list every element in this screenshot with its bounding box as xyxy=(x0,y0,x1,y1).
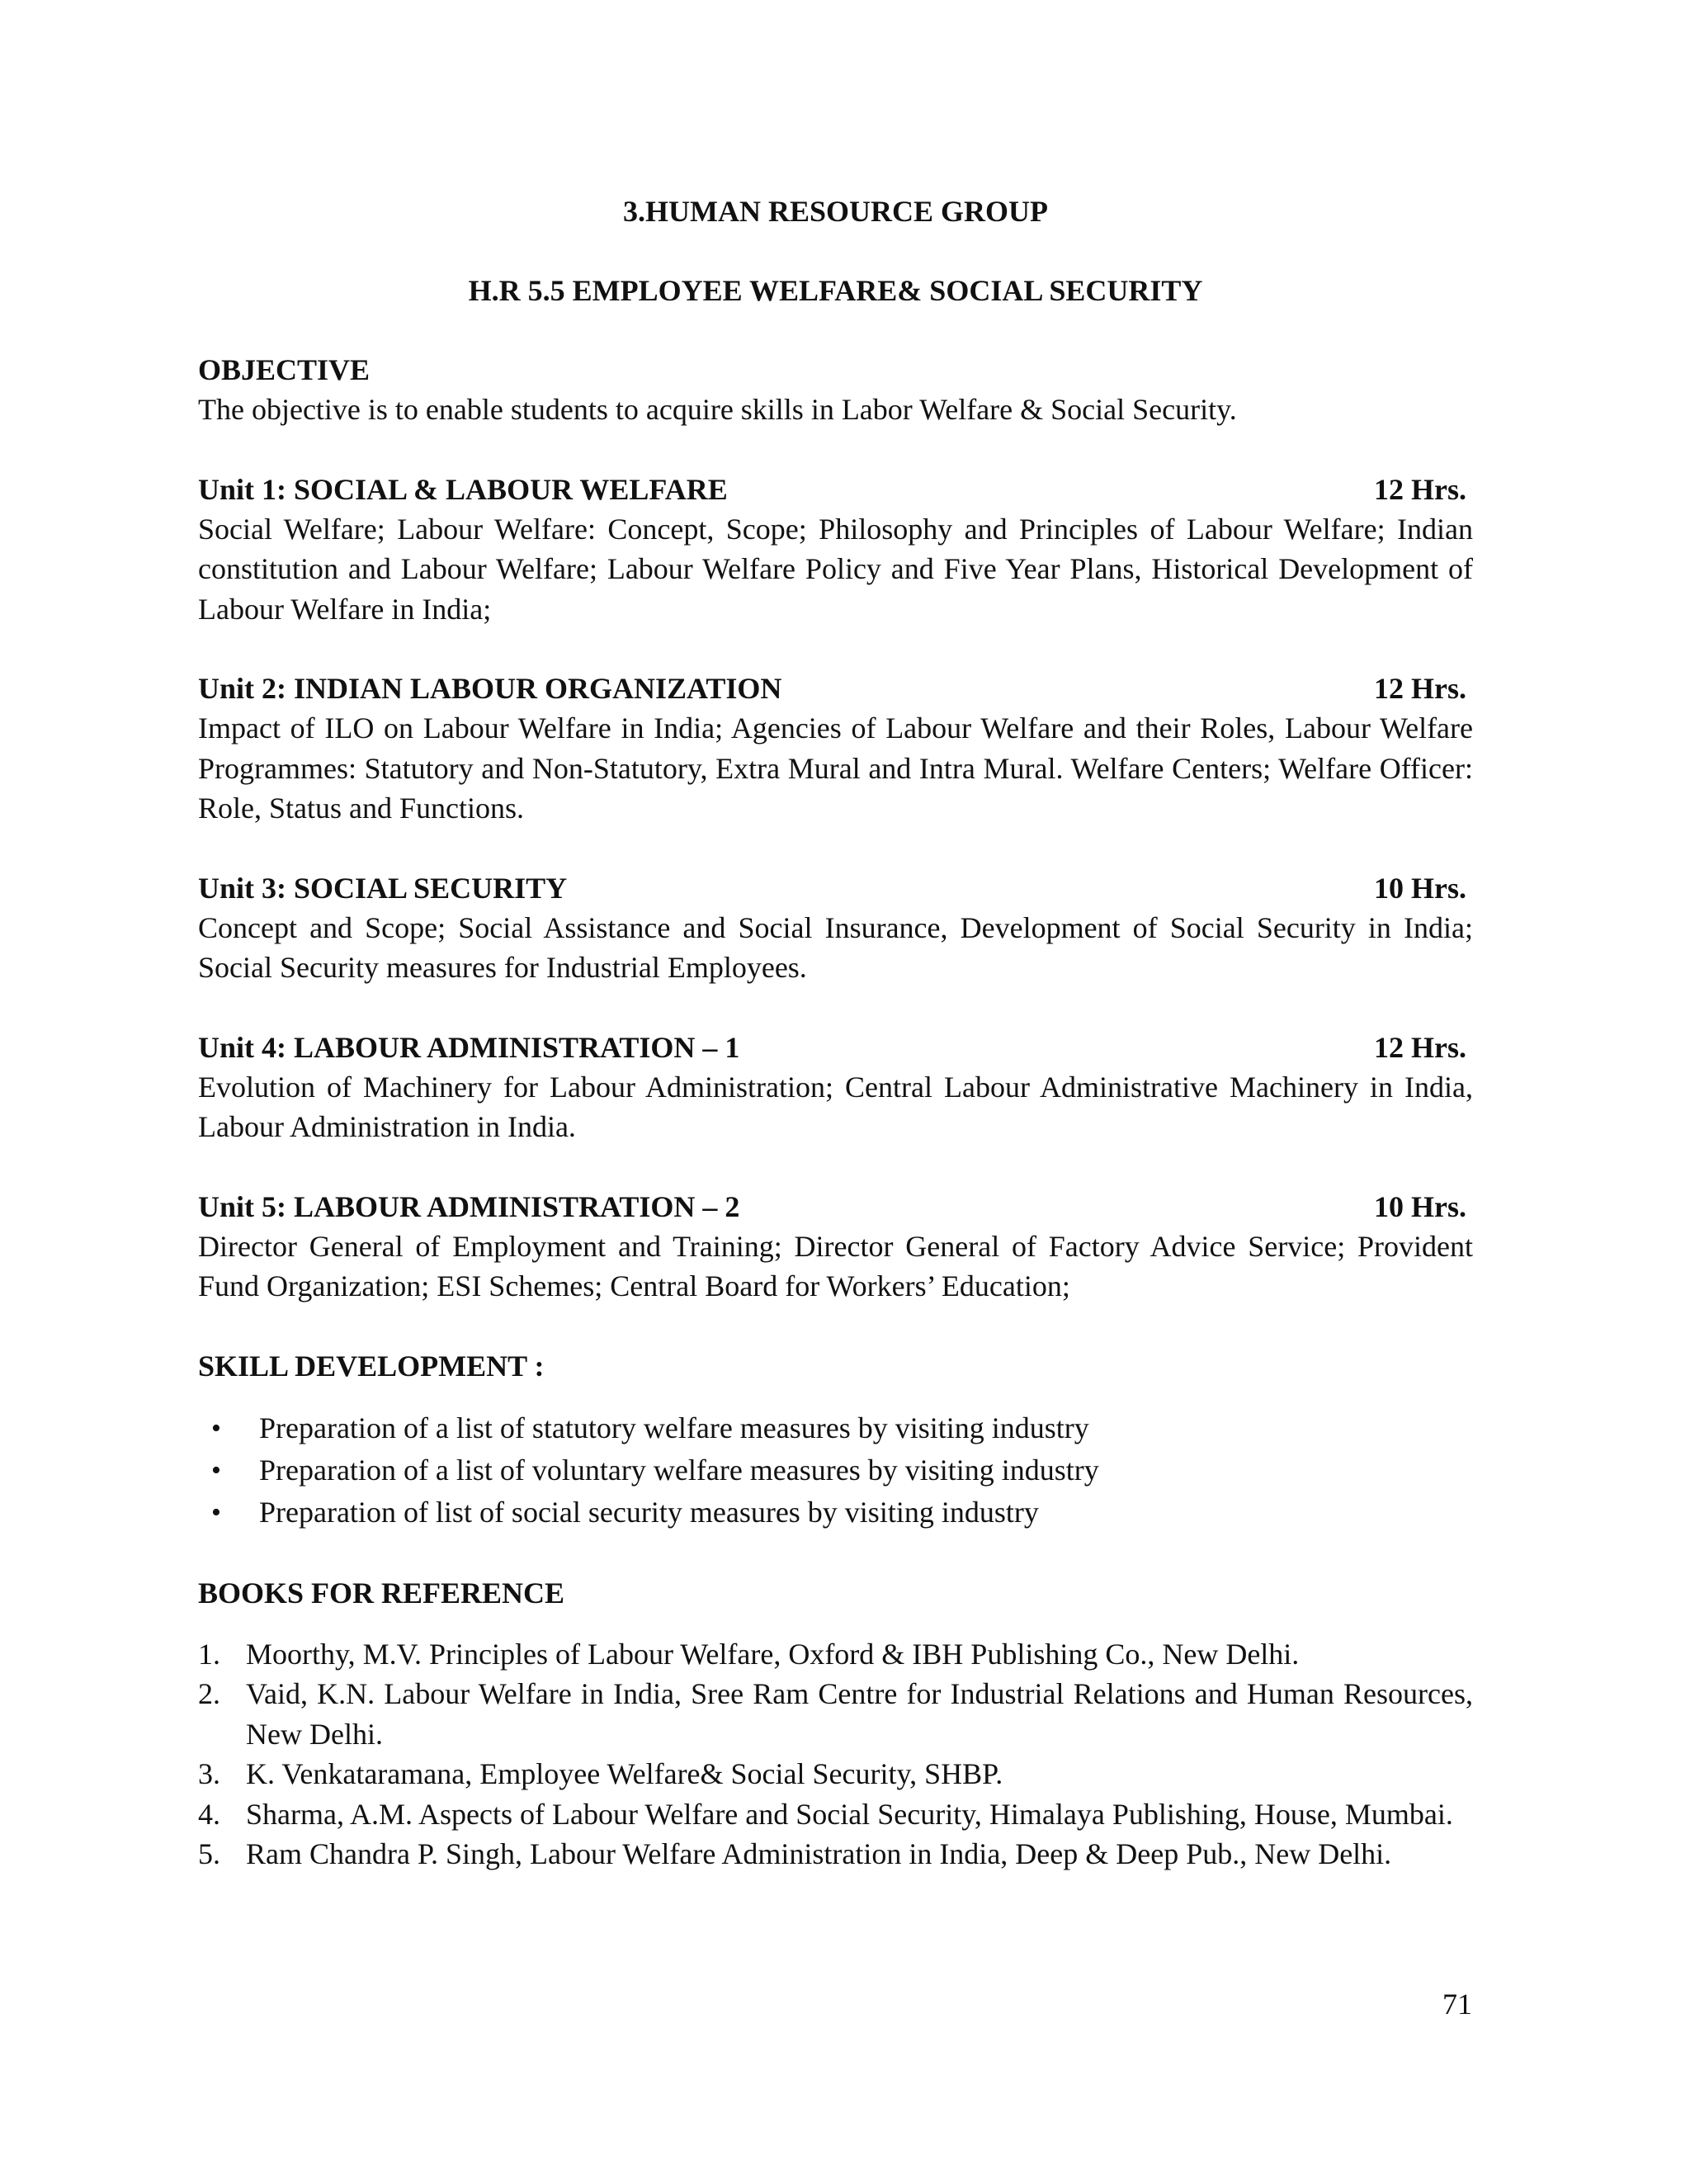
book-number: 5. xyxy=(198,1837,220,1870)
book-list-item xyxy=(198,1754,1473,1794)
group-title: 3.HUMAN RESOURCE GROUP xyxy=(622,195,1048,228)
skill-item-text: Preparation of a list of voluntary welfare measures by visiting industry xyxy=(259,1453,1099,1487)
book-text: Vaid, K.N. Labour Welfare in India, Sree Ram Centre for Industrial Relations and Human Resources, New Delhi. xyxy=(246,1677,1473,1751)
unit-1-content: Social Welfare; Labour Welfare: Concept, Scope; Philosophy and Principles of Labour Welfare; Indian constitution and Labour Welfare; Labour Welfare Policy and Five Year Plans, Historical Development of Labour Welfare in India; xyxy=(198,512,1473,626)
unit-1-title: Unit 1: SOCIAL & LABOUR WELFARE xyxy=(198,472,728,506)
book-text: Sharma, A.M. Aspects of Labour Welfare and Social Security, Himalaya Publishing, House, Mumbai. xyxy=(246,1797,1453,1831)
objective-section xyxy=(198,350,1473,430)
unit-4-content: Evolution of Machinery for Labour Administration; Central Labour Administrative Machinery in India, Labour Administration in India. xyxy=(198,1070,1473,1143)
bullet-icon: • xyxy=(211,1454,221,1486)
book-list-item xyxy=(198,1794,1473,1835)
book-number: 1. xyxy=(198,1637,220,1671)
skill-list-item xyxy=(198,1407,1473,1449)
unit-1-header xyxy=(198,470,1473,509)
skill-list-item xyxy=(198,1449,1473,1491)
skill-list-item xyxy=(198,1491,1473,1534)
unit-3-title: Unit 3: SOCIAL SECURITY xyxy=(198,871,568,905)
book-number: 3. xyxy=(198,1757,220,1790)
books-section xyxy=(198,1573,1473,1874)
unit-2-header xyxy=(198,669,1473,708)
unit-3-content: Concept and Scope; Social Assistance and Social Insurance, Development of Social Security in India; Social Security measures for Industrial Employees. xyxy=(198,910,1473,984)
objective-text: The objective is to enable students to acquire skills in Labor Welfare & Social Security. xyxy=(198,393,1237,426)
unit-5-content: Director General of Employment and Training; Director General of Factory Advice Service; Provident Fund Organization; ESI Schemes; Central Board for Workers’ Education; xyxy=(198,1229,1473,1302)
unit-5-section xyxy=(198,1187,1473,1307)
unit-5-title: Unit 5: LABOUR ADMINISTRATION – 2 xyxy=(198,1189,740,1223)
unit-1-hours: 12 Hrs. xyxy=(1374,472,1466,506)
unit-5-header xyxy=(198,1187,1473,1227)
skill-item-text: Preparation of a list of statutory welfare measures by visiting industry xyxy=(259,1411,1089,1444)
objective-heading: OBJECTIVE xyxy=(198,353,371,386)
unit-4-hours: 12 Hrs. xyxy=(1374,1030,1466,1064)
unit-3-section xyxy=(198,868,1473,988)
unit-3-header xyxy=(198,868,1473,908)
unit-5-hours: 10 Hrs. xyxy=(1374,1189,1466,1223)
unit-2-title: Unit 2: INDIAN LABOUR ORGANIZATION xyxy=(198,672,782,705)
unit-2-content: Impact of ILO on Labour Welfare in India; Agencies of Labour Welfare and their Roles, Labour Welfare Programmes: Statutory and Non-Statutory, Extra Mural and Intra Mural. Welfare Centers; Welfare Officer: Role, Status and Functions. xyxy=(198,711,1473,825)
book-list-item xyxy=(198,1634,1473,1675)
book-text: K. Venkataramana, Employee Welfare& Social Security, SHBP. xyxy=(246,1757,1003,1790)
book-number: 4. xyxy=(198,1797,220,1831)
book-text: Ram Chandra P. Singh, Labour Welfare Administration in India, Deep & Deep Pub., New Delhi. xyxy=(246,1837,1392,1870)
page-number: 71 xyxy=(1442,1988,1472,2021)
document-page xyxy=(198,191,1473,1874)
skill-development-section xyxy=(198,1346,1473,1534)
unit-2-hours: 12 Hrs. xyxy=(1374,672,1466,705)
book-number: 2. xyxy=(198,1677,220,1710)
unit-4-header xyxy=(198,1028,1473,1067)
skill-development-heading: SKILL DEVELOPMENT : xyxy=(198,1349,545,1383)
book-list-item xyxy=(198,1674,1473,1754)
unit-3-hours: 10 Hrs. xyxy=(1374,871,1466,905)
book-text: Moorthy, M.V. Principles of Labour Welfare, Oxford & IBH Publishing Co., New Delhi. xyxy=(246,1637,1300,1671)
books-list xyxy=(198,1634,1473,1874)
unit-4-title: Unit 4: LABOUR ADMINISTRATION – 1 xyxy=(198,1030,740,1064)
skill-list xyxy=(198,1407,1473,1534)
course-title: H.R 5.5 EMPLOYEE WELFARE& SOCIAL SECURITY xyxy=(468,274,1203,307)
bullet-icon: • xyxy=(211,1412,221,1444)
unit-4-section xyxy=(198,1028,1473,1147)
book-list-item xyxy=(198,1834,1473,1874)
unit-2-section xyxy=(198,669,1473,829)
books-heading: BOOKS FOR REFERENCE xyxy=(198,1576,565,1610)
bullet-icon: • xyxy=(211,1496,221,1528)
skill-item-text: Preparation of list of social security measures by visiting industry xyxy=(259,1495,1039,1529)
unit-1-section xyxy=(198,470,1473,630)
